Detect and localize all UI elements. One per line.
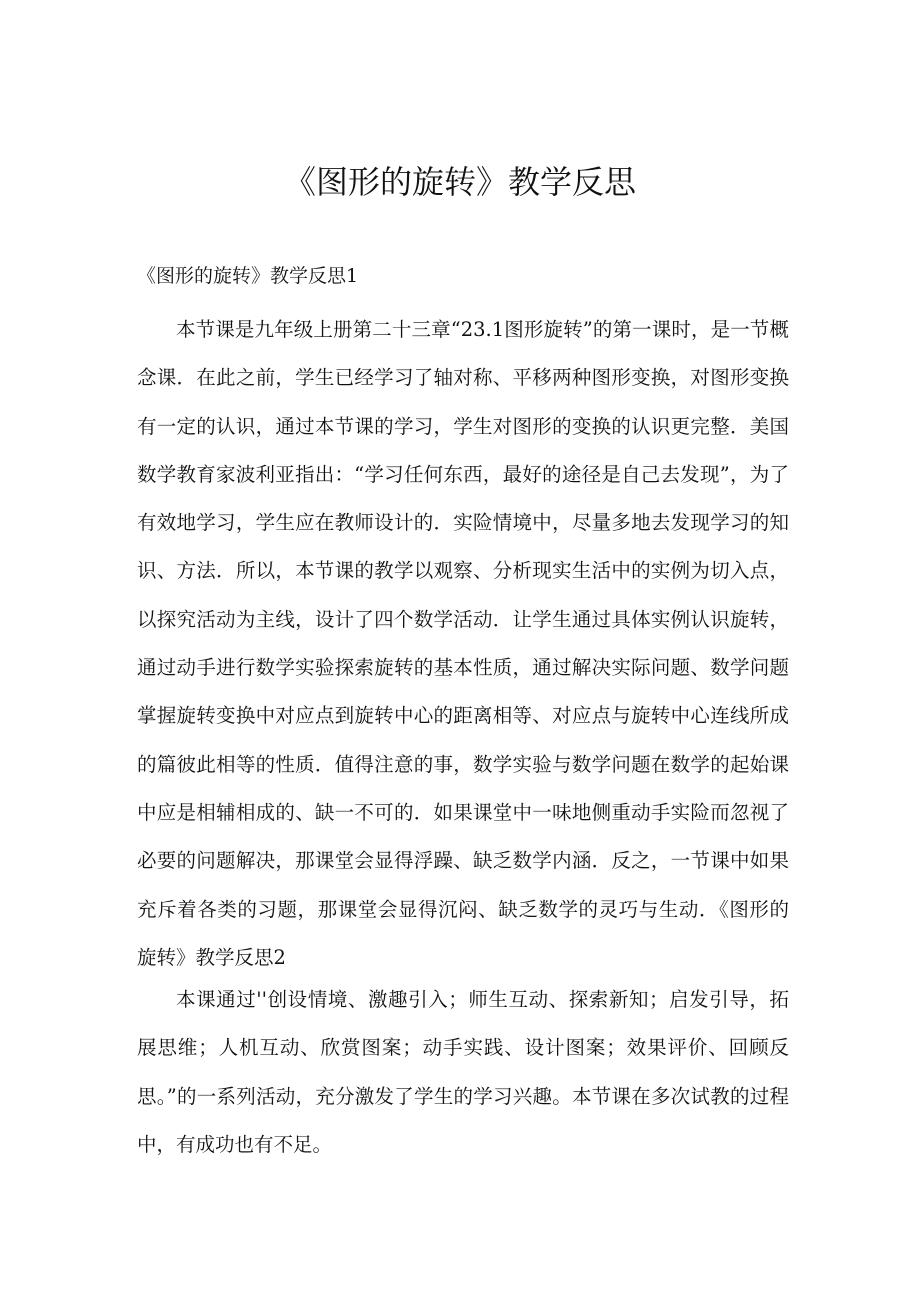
section-heading-1: 《图形的旋转》教学反思1: [137, 265, 359, 287]
page-title: 《图形的旋转》教学反思: [283, 163, 636, 201]
paragraph-2: 本课通过''创设情境、激趣引入；师生互动、探索新知；启发引导，拓展思维；人机互动、欣赏图案；动手实践、设计图案；效果评价、回顾反思。”的一系列活动，充分激发了学生的学习兴趣。本节课在多次试教的过程中，有成功也有不足。: [137, 988, 789, 1156]
paragraph-1: [137, 306, 789, 982]
section-heading-2: 《图形的旋转》教学反思2: [137, 897, 789, 969]
paragraph-1-text: 本节课是九年级上册第二十三章“23.1图形旋转”的第一课时，是一节概念课．在此之前，学生已经学习了轴对称、平移两种图形变换，对图形变换有一定的认识，通过本节课的学习，学生对图形的变换的认识更完整．美国数学教育家波利亚指出：“学习任何东西，最好的途径是自己去发现”，为了有效地学习，学生应在教师设计的．实险情境中，尽量多地去发现学习的知识、方法．所以，本节课的教学以观察、分析现实生活中的实例为切入点，以探究活动为主线，设计了四个数学活动．让学生通过具体实例认识旋转，通过动手进行数学实验探索旋转的基本性质，通过解决实际问题、数学问题掌握旋转变换中对应点到旋转中心的距离相等、对应点与旋转中心连线所成的篇彼此相等的性质．值得注意的事，数学实验与数学问题在数学的起始课中应是相辅相成的、缺一不可的．如果课堂中一味地侧重动手实险而忽视了必要的问题解决，那课堂会显得浮躁、缺乏数学内涵．反之，一节课中如果充斥着各类的习题，那课堂会显得沉闷、缺乏数学的灵巧与生动．: [137, 318, 789, 921]
